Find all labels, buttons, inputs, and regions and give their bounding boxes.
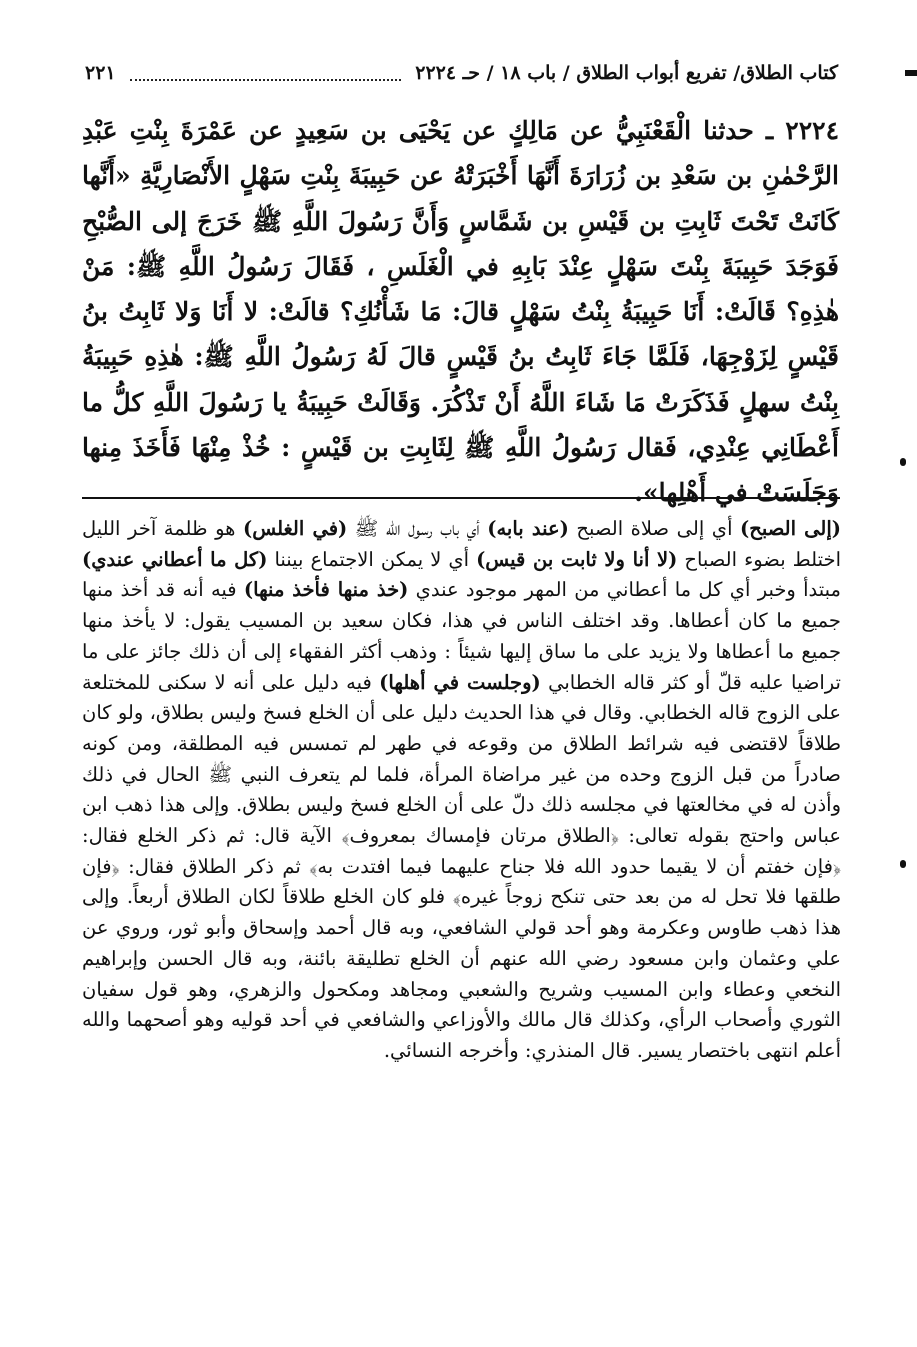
commentary-text: أي إلى صلاة الصبح — [568, 517, 741, 540]
commentary-text: أي باب رسول الله ﷺ — [347, 517, 488, 540]
commentary-text: مبتدأ وخبر أي كل ما أعطاني من المهر موجود عندي — [408, 578, 841, 602]
commentary-lemma: (كل ما أعطاني عندي) — [82, 547, 268, 571]
commentary-text: فيه أنه قد أخذ منها جميع ما كان أعطاها. وقد اختلف الناس في هذا، فكان سعيد بن المسيب يقول: لا يأخذ منها جميع ما أعطاها ولا يزيد على ما ساق إليها شيئاً : وذهب أكثر الفقهاء إلى أن ذلك جائز على ما تراضيا عليه قلّ أو كثر قاله الخطابي — [82, 578, 841, 694]
hadith-body: حدثنا الْقَعْنَبِيُّ عن مَالِكٍ عن يَحْيَى بن سَعِيدٍ عن عَمْرَةَ بِنْتِ عَبْدِ الرَّحْمٰنِ بن سَعْدِ بن زُرَارَةَ أَنَّهَا أَخْبَرَتْهُ عن حَبِيبَةَ بِنْتِ سَهْلٍ الأَنْصَارِيَّةِ «أَنَّها كَانَتْ تَحْتَ ثَابِتِ بن قَيْسِ بن شَمَّاسٍ وَأَنَّ رَسُولَ اللَّهِ ﷺ خَرَجَ إلى الصُّبْحِ فَوَجَدَ حَبِيبَةَ بِنْتَ سَهْلٍ عِنْدَ بَابِهِ في الْغَلَسِ ، فَقَالَ رَسُولُ اللَّهِ ﷺ: مَنْ هٰذِهِ؟ قَالَتْ: أَنَا حَبِيبَةُ بِنْتُ سَهْلٍ قالَ: مَا شَأْنُكِ؟ قالَتْ: لا أَنَا وَلا ثَابِتُ بنُ قَيْسٍ لِزَوْجِهَا، فَلَمَّا جَاءَ ثَابِتُ بنُ قَيْسٍ قالَ لَهُ رَسُولُ اللَّهِ ﷺ: هٰذِهِ حَبِيبَةُ بِنْتُ سهلٍ فَذَكَرَتْ مَا شَاءَ اللَّهُ أَنْ تَذْكُرَ. وَقَالَتْ حَبِيبَةُ يا رَسُولَ اللَّهِ كلُّ ما أَعْطَانِي عِنْدِي، فَقال رَسُولُ اللَّهِ ﷺ لِثَابِتِ بن قَيْسٍ : خُذْ مِنْهَا فَأَخَذَ مِنها وَجَلَسَتْ في أَهْلِها». — [82, 116, 839, 508]
running-header — [85, 56, 838, 90]
scan-edge-mark — [900, 458, 906, 466]
commentary-text: أي لا يمكن الاجتماع بيننا — [267, 547, 477, 571]
scan-edge-mark — [905, 70, 917, 76]
page-number: ٢٢١ — [85, 62, 116, 84]
commentary-lemma: (في الغلس) — [242, 517, 348, 540]
scan-edge-mark — [900, 860, 906, 868]
commentary-text: هو ظلمة آخر الليل اختلط بضوء الصباح — [82, 517, 841, 571]
header-dot-leader — [130, 65, 402, 81]
commentary-lemma: (عند بابه) — [487, 517, 569, 540]
commentary-text: فيه دليل على أنه لا سكنى للمختلعة على الزوج قاله الخطابي. وقال في هذا الحديث دليل على أن الخلع فسخ وليس بطلاق، ولو كان طلاقاً لاقتضى فيه شرائط الطلاق من وقوعه في طهر لم تمسس فيه المطلقة، ومن كونه صادراً من قبل الزوج وحده من غير مراضاة المرأة، فلما لم يتعرف النبي ﷺ الحال في ذلك وأذن له في مخالعتها في مجلسه ذلك دلّ على أن الخلع فسخ وليس بطلاق. وإلى هذا ذهب ابن عباس واحتج بقوله تعالى: ﴿الطلاق مرتان فإمساك بمعروف﴾ الآية قال: ثم ذكر الخلع فقال: ﴿فإن خفتم أن لا يقيما حدود الله فلا جناح عليهما فيما افتدت به﴾ ثم ذكر الطلاق فقال: ﴿فإن طلقها فلا تحل له من بعد حتى تنكح زوجاً غيره﴾ فلو كان الخلع طلاقاً لكان الطلاق أربعاً. وإلى هذا ذهب طاوس وعكرمة وهو أحد قولي الشافعي، وبه قال أحمد وإسحاق وأبو ثور، وروي عن علي وعثمان وابن مسعود رضي الله عنهم أن الخلع تطليقة بائنة، وبه قال الحسن وإبراهيم النخعي وعطاء وابن المسيب وشريح والشعبي ومجاهد ومكحول والزهري، وهو قول سفيان الثوري وأصحاب الرأي، وكذلك قال مالك والأوزاعي والشافعي في أحد قوليه وهو أصحهما والله أعلم انتهى باختصار يسير. قال المنذري: وأخرجه النسائي. — [82, 670, 841, 1062]
commentary-block — [82, 514, 841, 1067]
hadith-number: ٢٢٢٤ ـ — [765, 116, 839, 145]
commentary-lemma: (خذ منها فأخذ منها) — [243, 578, 409, 602]
commentary-lemma: (إلى الصبح) — [740, 517, 841, 540]
commentary-lemma: (وجلست في أهلها) — [379, 670, 541, 694]
hadith-text-block — [82, 108, 839, 516]
commentary-lemma: (لا أنا ولا ثابت بن قيس) — [476, 547, 678, 571]
header-title: كتاب الطلاق/ تفريع أبواب الطلاق / باب ١٨ / حـ ٢٢٢٤ — [415, 62, 838, 84]
footnote-divider — [82, 497, 840, 499]
